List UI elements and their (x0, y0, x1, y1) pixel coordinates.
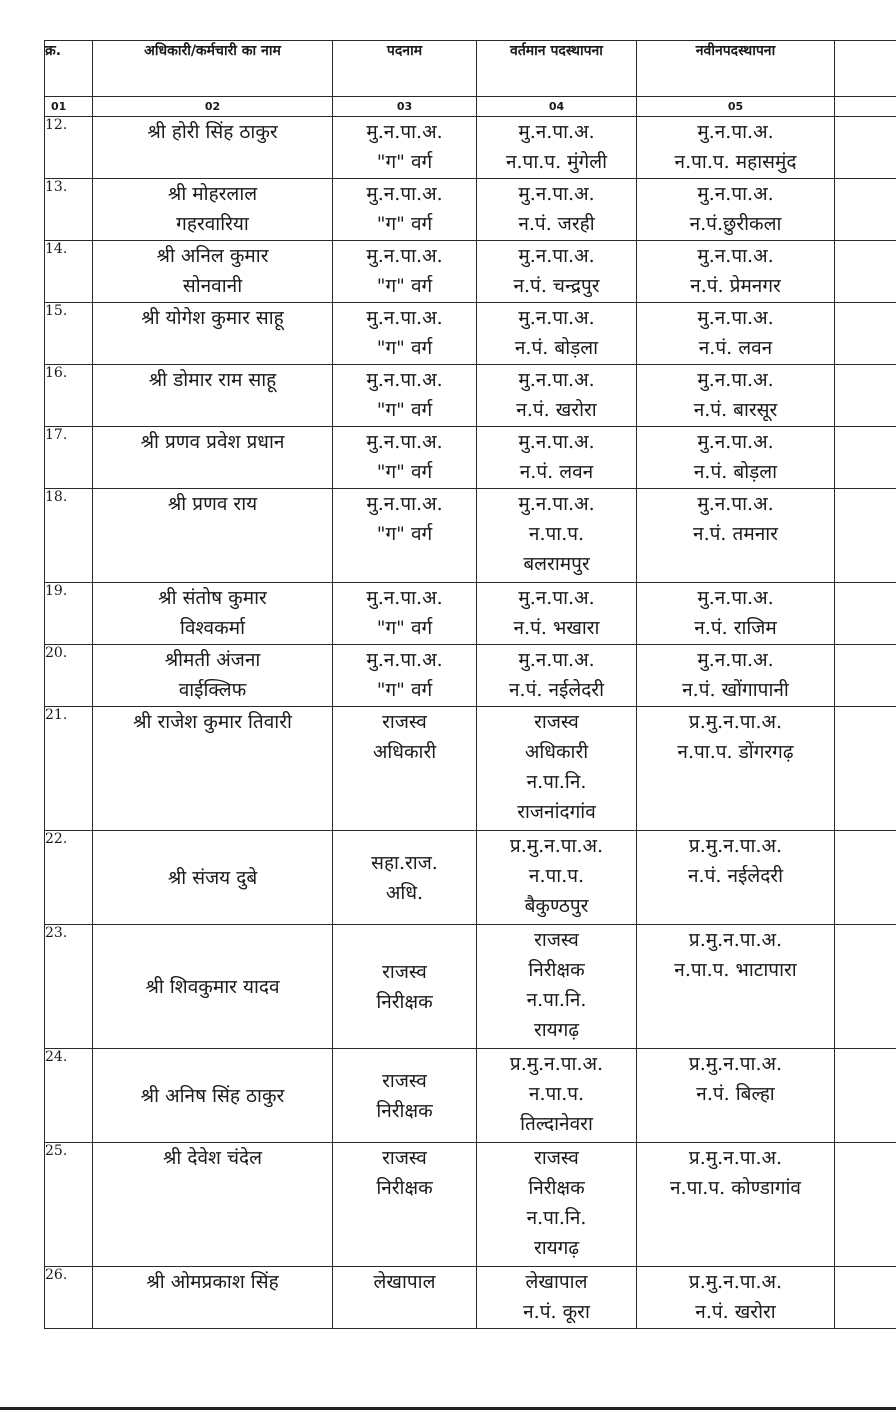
designation-line: "ग" वर्ग (376, 337, 433, 359)
designation-line: राजस्व (382, 1069, 427, 1092)
new-posting-line: न.पं.छुरीकला (689, 213, 782, 235)
extra-column-cell (835, 489, 896, 583)
extra-column-cell (835, 707, 896, 831)
extra-column-cell (835, 427, 896, 489)
current-posting-cell (477, 303, 637, 365)
current-posting-line: न.पं. लवन (519, 461, 594, 483)
current-posting-line: प्र.मु.न.पा.अ. (509, 1053, 604, 1075)
designation-line: राजस्व (382, 1147, 427, 1169)
current-posting-cell (477, 645, 637, 707)
designation-line: अधिकारी (372, 741, 437, 763)
serial-number: 19. (45, 583, 93, 645)
bottom-divider (0, 1407, 896, 1410)
employee-name-cell (93, 707, 333, 831)
current-posting-cell (477, 831, 637, 925)
employee-name-cell (93, 179, 333, 241)
table-row (45, 365, 896, 427)
designation-line: "ग" वर्ग (376, 213, 433, 235)
extra-column-cell (835, 1049, 896, 1143)
table-row (45, 427, 896, 489)
designation-cell (333, 583, 477, 645)
new-posting-cell (637, 179, 835, 241)
current-posting-cell (477, 707, 637, 831)
new-posting-line: न.पं. खरोरा (695, 1301, 776, 1323)
header-name: अधिकारी/कर्मचारी का नाम (93, 41, 333, 97)
designation-cell (333, 117, 477, 179)
extra-column-cell (835, 365, 896, 427)
current-posting-line: अधिकारी (524, 741, 589, 763)
new-posting-line: प्र.मु.न.पा.अ. (688, 711, 783, 733)
new-posting-cell (637, 303, 835, 365)
employee-name-cell (93, 303, 333, 365)
new-posting-line: मु.न.पा.अ. (697, 649, 774, 671)
employee-name-cell (93, 1143, 333, 1267)
current-posting-line: राजस्व (534, 929, 579, 951)
current-posting-cell (477, 365, 637, 427)
designation-cell (333, 1267, 477, 1329)
table-row (45, 707, 896, 831)
column-number: 04 (477, 97, 637, 117)
current-posting-line: न.पा.प. (528, 523, 585, 545)
column-number-extra (835, 97, 896, 117)
serial-number: 17. (45, 427, 93, 489)
new-posting-line: मु.न.पा.अ. (697, 245, 774, 267)
current-posting-line: रायगढ़ (533, 1019, 580, 1041)
employee-name-line: श्री योगेश कुमार साहू (141, 307, 284, 329)
current-posting-cell (477, 117, 637, 179)
current-posting-line: न.पा.प. मुंगेली (505, 151, 608, 173)
designation-line: मु.न.पा.अ. (366, 493, 443, 515)
current-posting-line: मु.न.पा.अ. (518, 649, 595, 671)
new-posting-line: मु.न.पा.अ. (697, 307, 774, 329)
serial-number: 25. (45, 1143, 93, 1267)
current-posting-line: मु.न.पा.अ. (518, 307, 595, 329)
table-row (45, 645, 896, 707)
header-row (45, 41, 896, 97)
new-posting-line: न.पा.प. डोंगरगढ़ (677, 741, 794, 763)
new-posting-cell (637, 1143, 835, 1267)
new-posting-line: प्र.मु.न.पा.अ. (688, 835, 783, 857)
employee-name-line: श्रीमती अंजना (164, 649, 261, 671)
serial-number: 26. (45, 1267, 93, 1329)
current-posting-cell (477, 179, 637, 241)
designation-line: "ग" वर्ग (376, 151, 433, 173)
table-row (45, 583, 896, 645)
table-row (45, 1267, 896, 1329)
serial-number: 20. (45, 645, 93, 707)
current-posting-cell (477, 1267, 637, 1329)
new-posting-line: मु.न.पा.अ. (697, 431, 774, 453)
employee-name-line: श्री अनिष सिंह ठाकुर (140, 1084, 285, 1107)
column-number: 01 (45, 97, 93, 117)
current-posting-line: तिल्दानेवरा (520, 1113, 593, 1135)
current-posting-line: मु.न.पा.अ. (518, 431, 595, 453)
employee-name-line: श्री अनिल कुमार (156, 245, 269, 267)
current-posting-line: न.पा.प. (528, 865, 585, 887)
current-posting-cell (477, 583, 637, 645)
new-posting-line: न.पं. प्रेमनगर (690, 275, 781, 297)
extra-column-cell (835, 179, 896, 241)
extra-column-cell (835, 1143, 896, 1267)
new-posting-line: मु.न.पा.अ. (697, 587, 774, 609)
employee-name-line: श्री संजय दुबे (167, 866, 258, 889)
current-posting-line: न.पं. खरोरा (516, 399, 597, 421)
header-current-posting: वर्तमान पदस्थापना (477, 41, 637, 97)
current-posting-line: प्र.मु.न.पा.अ. (509, 835, 604, 857)
designation-line: सहा.राज. (371, 851, 438, 874)
designation-cell (333, 179, 477, 241)
designation-cell (333, 925, 477, 1049)
current-posting-line: रायगढ़ (533, 1237, 580, 1259)
designation-line: मु.न.पा.अ. (366, 245, 443, 267)
serial-number: 21. (45, 707, 93, 831)
designation-line: मु.न.पा.अ. (366, 369, 443, 391)
employee-name-cell (93, 1267, 333, 1329)
current-posting-line: न.पं. जरही (518, 213, 595, 235)
employee-name-cell (93, 583, 333, 645)
designation-cell (333, 831, 477, 925)
serial-number: 12. (45, 117, 93, 179)
new-posting-cell (637, 117, 835, 179)
current-posting-line: बैकुण्ठपुर (524, 895, 589, 917)
current-posting-line: मु.न.पा.अ. (518, 493, 595, 515)
employee-name-cell (93, 925, 333, 1049)
designation-line: "ग" वर्ग (376, 679, 433, 701)
designation-cell (333, 427, 477, 489)
table-row (45, 925, 896, 1049)
new-posting-line: न.पा.प. कोण्डागांव (669, 1177, 801, 1199)
new-posting-line: न.पं. राजिम (694, 617, 777, 639)
transfer-order-sheet (44, 40, 896, 1329)
new-posting-line: न.पं. बोड़ला (693, 461, 778, 483)
current-posting-line: न.पं. कूरा (523, 1301, 590, 1323)
designation-line: मु.न.पा.अ. (366, 431, 443, 453)
current-posting-line: बलरामपुर (523, 553, 590, 575)
new-posting-line: प्र.मु.न.पा.अ. (688, 1053, 783, 1075)
current-posting-line: लेखापाल (525, 1271, 588, 1293)
employee-name-line: गहरवारिया (176, 213, 249, 235)
serial-number: 24. (45, 1049, 93, 1143)
column-number-row (45, 97, 896, 117)
posting-table (44, 40, 896, 1329)
current-posting-line: मु.न.पा.अ. (518, 587, 595, 609)
new-posting-cell (637, 365, 835, 427)
extra-column-cell (835, 241, 896, 303)
employee-name-line: श्री राजेश कुमार तिवारी (133, 711, 292, 733)
current-posting-line: न.पा.प. (528, 1083, 585, 1105)
extra-column-cell (835, 925, 896, 1049)
extra-column-cell (835, 645, 896, 707)
new-posting-line: प्र.मु.न.पा.अ. (688, 929, 783, 951)
employee-name-cell (93, 241, 333, 303)
extra-column-cell (835, 583, 896, 645)
new-posting-cell (637, 1267, 835, 1329)
new-posting-cell (637, 925, 835, 1049)
current-posting-line: न.पं. भखारा (513, 617, 600, 639)
new-posting-line: न.पं. नईलेदरी (688, 865, 783, 887)
new-posting-line: न.पं. खोंगापानी (682, 679, 789, 701)
new-posting-line: न.पा.प. महासमुंद (674, 151, 797, 173)
current-posting-line: निरीक्षक (528, 959, 585, 981)
table-row (45, 489, 896, 583)
current-posting-cell (477, 489, 637, 583)
serial-number: 14. (45, 241, 93, 303)
new-posting-line: प्र.मु.न.पा.अ. (688, 1271, 783, 1293)
designation-line: मु.न.पा.अ. (366, 121, 443, 143)
designation-line: "ग" वर्ग (376, 399, 433, 421)
employee-name-line: श्री डोमार राम साहू (148, 369, 277, 391)
employee-name-line: विश्वकर्मा (180, 617, 245, 639)
employee-name-line: श्री ओमप्रकाश सिंह (146, 1271, 279, 1293)
table-row (45, 241, 896, 303)
designation-line: निरीक्षक (376, 990, 433, 1013)
employee-name-line: श्री शिवकुमार यादव (145, 975, 280, 998)
employee-name-cell (93, 117, 333, 179)
table-row (45, 303, 896, 365)
serial-number: 23. (45, 925, 93, 1049)
table-row (45, 831, 896, 925)
designation-cell (333, 365, 477, 427)
current-posting-cell (477, 427, 637, 489)
designation-line: निरीक्षक (376, 1099, 433, 1122)
designation-cell (333, 1143, 477, 1267)
current-posting-line: न.पा.नि. (526, 1207, 587, 1229)
current-posting-line: राजस्व (534, 1147, 579, 1169)
employee-name-cell (93, 1049, 333, 1143)
new-posting-cell (637, 707, 835, 831)
table-row (45, 1143, 896, 1267)
designation-line: "ग" वर्ग (376, 275, 433, 297)
new-posting-cell (637, 427, 835, 489)
designation-cell (333, 707, 477, 831)
current-posting-line: मु.न.पा.अ. (518, 183, 595, 205)
serial-number: 18. (45, 489, 93, 583)
employee-name-line: श्री होरी सिंह ठाकुर (147, 121, 278, 143)
new-posting-cell (637, 583, 835, 645)
designation-cell (333, 645, 477, 707)
current-posting-cell (477, 241, 637, 303)
designation-line: लेखापाल (373, 1271, 436, 1293)
serial-number: 13. (45, 179, 93, 241)
new-posting-line: न.पं. लवन (698, 337, 773, 359)
designation-cell (333, 1049, 477, 1143)
new-posting-line: प्र.मु.न.पा.अ. (688, 1147, 783, 1169)
new-posting-line: न.पं. बिल्हा (696, 1083, 775, 1105)
header-new-posting: नवीनपदस्थापना (637, 41, 835, 97)
employee-name-line: सोनवानी (182, 275, 243, 297)
current-posting-cell (477, 925, 637, 1049)
designation-line: मु.न.पा.अ. (366, 649, 443, 671)
new-posting-cell (637, 1049, 835, 1143)
current-posting-line: न.पा.नि. (526, 771, 587, 793)
employee-name-line: श्री देवेश चंदेल (162, 1147, 263, 1169)
new-posting-line: मु.न.पा.अ. (697, 121, 774, 143)
designation-line: निरीक्षक (376, 1177, 433, 1199)
current-posting-line: राजस्व (534, 711, 579, 733)
employee-name-line: श्री प्रणव प्रवेश प्रधान (140, 431, 285, 453)
designation-cell (333, 241, 477, 303)
extra-column-cell (835, 117, 896, 179)
column-number: 03 (333, 97, 477, 117)
current-posting-line: न.पं. चन्द्रपुर (513, 275, 600, 297)
designation-line: अधि. (385, 881, 424, 904)
serial-number: 16. (45, 365, 93, 427)
new-posting-cell (637, 241, 835, 303)
designation-line: मु.न.पा.अ. (366, 183, 443, 205)
new-posting-cell (637, 831, 835, 925)
designation-line: मु.न.पा.अ. (366, 307, 443, 329)
employee-name-cell (93, 365, 333, 427)
table-row (45, 117, 896, 179)
current-posting-line: राजनांदगांव (517, 801, 596, 823)
designation-cell (333, 489, 477, 583)
current-posting-line: न.पा.नि. (526, 989, 587, 1011)
new-posting-line: न.पं. तमनार (693, 523, 778, 545)
designation-cell (333, 303, 477, 365)
current-posting-cell (477, 1049, 637, 1143)
designation-line: "ग" वर्ग (376, 523, 433, 545)
designation-line: राजस्व (382, 960, 427, 983)
employee-name-line: श्री संतोष कुमार (158, 587, 267, 609)
header-designation: पदनाम (333, 41, 477, 97)
header-sno: क्र. (45, 41, 93, 97)
employee-name-line: वाईक्लिफ (178, 679, 247, 701)
current-posting-line: निरीक्षक (528, 1177, 585, 1199)
current-posting-line: मु.न.पा.अ. (518, 245, 595, 267)
header-extra-column (835, 41, 896, 97)
new-posting-line: मु.न.पा.अ. (697, 183, 774, 205)
employee-name-cell (93, 489, 333, 583)
table-row (45, 1049, 896, 1143)
serial-number: 22. (45, 831, 93, 925)
extra-column-cell (835, 1267, 896, 1329)
new-posting-cell (637, 489, 835, 583)
employee-name-line: श्री प्रणव राय (167, 493, 258, 515)
current-posting-line: मु.न.पा.अ. (518, 369, 595, 391)
current-posting-cell (477, 1143, 637, 1267)
employee-name-line: श्री मोहरलाल (167, 183, 258, 205)
new-posting-line: न.पं. बारसूर (693, 399, 778, 421)
new-posting-cell (637, 645, 835, 707)
column-number: 05 (637, 97, 835, 117)
designation-line: राजस्व (382, 711, 427, 733)
designation-line: "ग" वर्ग (376, 461, 433, 483)
current-posting-line: न.पं. नईलेदरी (509, 679, 604, 701)
current-posting-line: मु.न.पा.अ. (518, 121, 595, 143)
current-posting-line: न.पं. बोड़ला (514, 337, 599, 359)
serial-number: 15. (45, 303, 93, 365)
employee-name-cell (93, 645, 333, 707)
new-posting-line: न.पा.प. भाटापारा (674, 959, 797, 981)
new-posting-line: मु.न.पा.अ. (697, 493, 774, 515)
designation-line: "ग" वर्ग (376, 617, 433, 639)
employee-name-cell (93, 427, 333, 489)
table-row (45, 179, 896, 241)
employee-name-cell (93, 831, 333, 925)
extra-column-cell (835, 303, 896, 365)
designation-line: मु.न.पा.अ. (366, 587, 443, 609)
extra-column-cell (835, 831, 896, 925)
column-number: 02 (93, 97, 333, 117)
new-posting-line: मु.न.पा.अ. (697, 369, 774, 391)
